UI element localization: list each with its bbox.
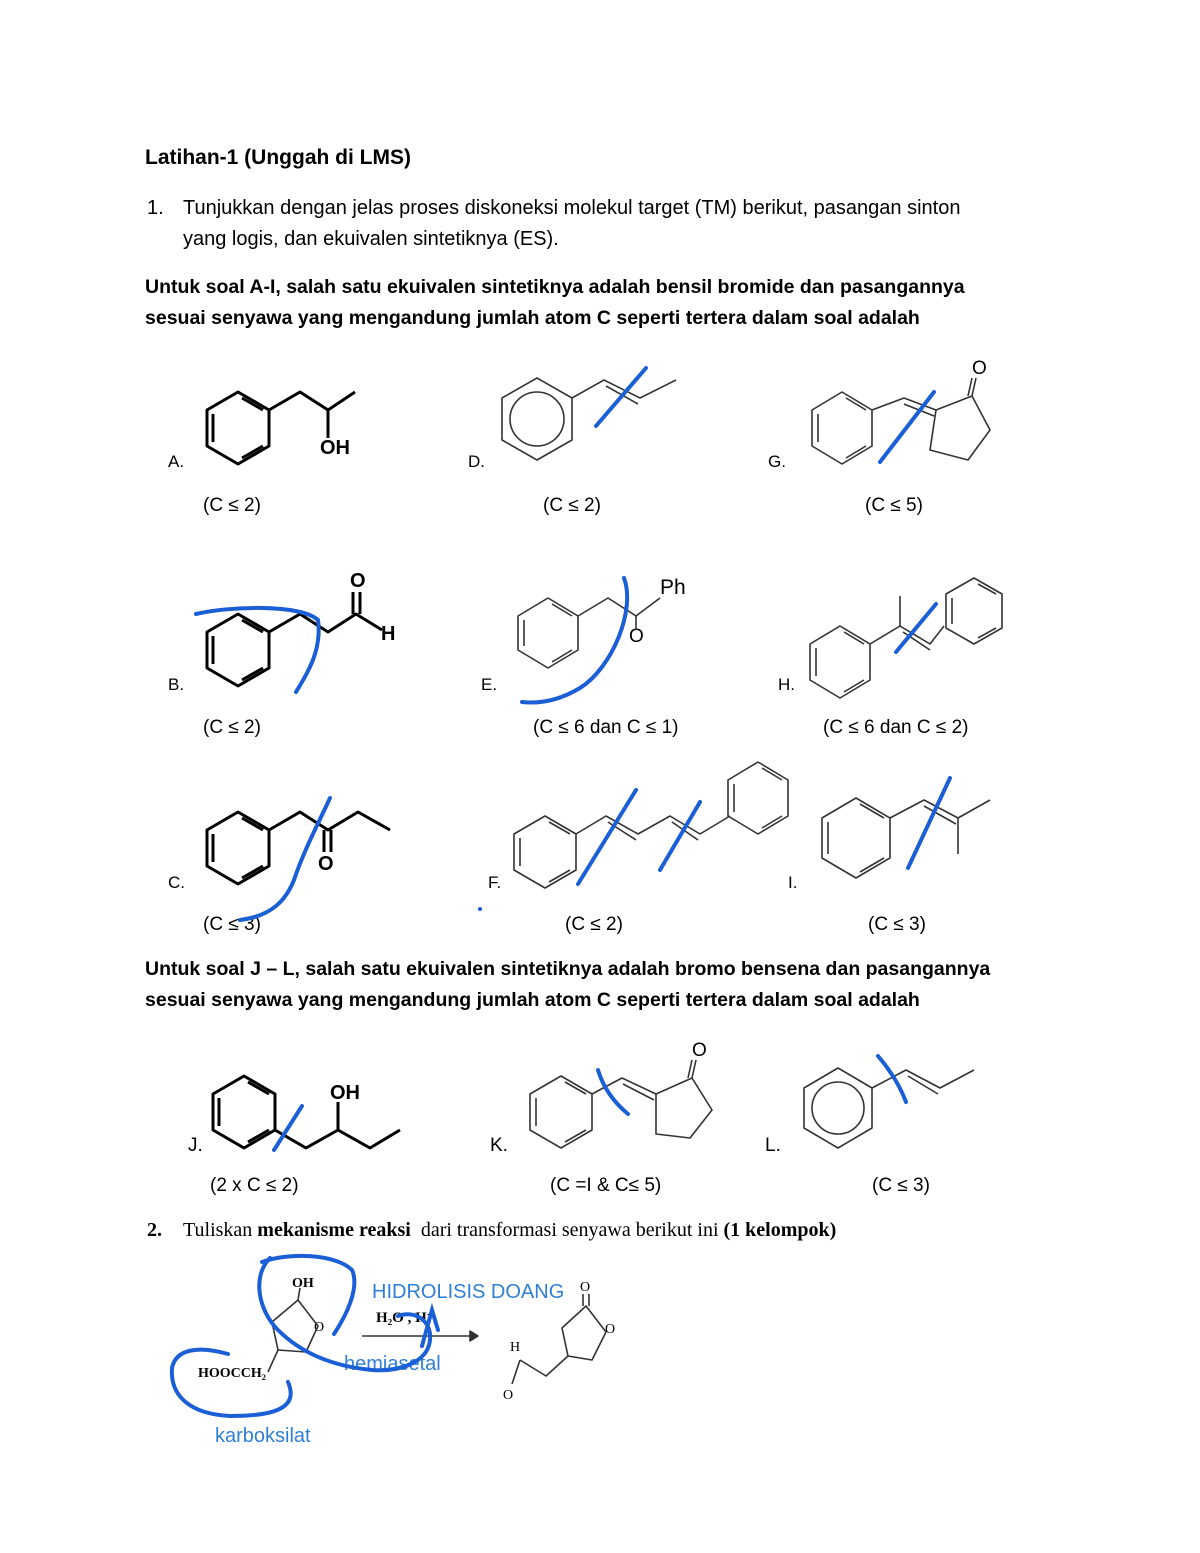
section-jl-line-1: Untuk soal J – L, salah satu ekuivalen sintetiknya adalah bromo bensena dan pasangannya: [145, 958, 991, 980]
product-h: H: [510, 1340, 521, 1355]
item-cond-l: (C ≤ 3): [872, 1175, 930, 1196]
item-label-c: C.: [168, 873, 185, 892]
item-label-g: G.: [768, 452, 786, 471]
product-ring-o: O: [605, 1322, 616, 1337]
atom-c-o: O: [318, 853, 334, 875]
q2-pre: Tuliskan: [183, 1219, 258, 1241]
atom-k-o: O: [692, 1040, 707, 1061]
ink-cut-i: [908, 778, 950, 868]
item-cond-h: (C ≤ 6 dan C ≤ 2): [823, 717, 969, 738]
ink-cut-g: [880, 392, 934, 462]
structure-f: [514, 762, 788, 888]
structure-j: [213, 1076, 400, 1148]
item-label-k: K.: [490, 1135, 508, 1156]
question-1-line-2: yang logis, dan ekuivalen sintetiknya (ES).: [183, 228, 559, 250]
item-cond-i: (C ≤ 3): [868, 914, 926, 935]
atom-a-oh: OH: [320, 437, 350, 459]
product-carbonyl-o: O: [580, 1280, 591, 1295]
ink-annotations: [172, 368, 950, 1416]
item-label-f: F.: [488, 873, 502, 892]
section-jl-line-2: sesuai senyawa yang mengandung jumlah atom C seperti tertera dalam soal adalah: [145, 989, 920, 1011]
ink-cut-k: [598, 1070, 628, 1114]
structure-a: [207, 392, 355, 464]
structure-d: [502, 378, 676, 460]
q2-bold-mechanism: mekanisme reaksi: [257, 1219, 411, 1241]
structure-e: [518, 598, 660, 668]
item-label-h: H.: [778, 675, 795, 694]
item-cond-k: (C =I & C≤ 5): [550, 1175, 662, 1196]
reaction-arrow: [362, 1331, 478, 1341]
page-title: Latihan-1 (Unggah di LMS): [145, 146, 411, 169]
annotation-karboksilat: karboksilat: [215, 1425, 311, 1447]
structure-k: [530, 1060, 712, 1148]
ink-cut-e: [522, 578, 627, 702]
atom-b-o: O: [350, 570, 366, 592]
ink-loop-top: [262, 1256, 354, 1334]
section-ai-line-1: Untuk soal A-I, salah satu ekuivalen sintetiknya adalah bensil bromide dan pasangannya: [145, 276, 965, 298]
question-1-number: 1.: [147, 197, 164, 219]
item-cond-g: (C ≤ 5): [865, 495, 923, 516]
ink-cut-f1: [578, 790, 636, 884]
structure-b: [207, 592, 382, 686]
reactant-ring-o: O: [314, 1320, 325, 1335]
annotation-hemiasetal: hemiasetal: [344, 1353, 441, 1375]
structure-i: [822, 798, 990, 878]
question-1-line-1: Tunjukkan dengan jelas proses diskoneksi molekul target (TM) berikut, pasangan sinton: [183, 197, 961, 219]
annotation-hidrolisis: HIDROLISIS DOANG: [372, 1281, 565, 1303]
atom-j-oh: OH: [330, 1082, 360, 1104]
atom-b-h: H: [381, 623, 396, 645]
structure-g: [812, 378, 990, 464]
item-cond-d: (C ≤ 2): [543, 495, 601, 516]
ink-cut-f2: [660, 802, 700, 870]
atom-g-o: O: [972, 358, 987, 379]
q2-bold-group: (1 kelompok): [723, 1219, 837, 1241]
item-label-b: B.: [168, 675, 185, 694]
product-structure: [512, 1294, 606, 1384]
item-label-j: J.: [188, 1135, 203, 1156]
structure-l: [804, 1068, 974, 1148]
section-ai-line-2: sesuai senyawa yang mengandung jumlah atom C seperti tertera dalam soal adalah: [145, 307, 920, 329]
product-aldehyde-o: O: [503, 1388, 514, 1403]
item-cond-a: (C ≤ 2): [203, 495, 261, 516]
atom-e-o: O: [629, 626, 644, 647]
item-cond-f: (C ≤ 2): [565, 914, 623, 935]
item-label-l: L.: [765, 1135, 781, 1156]
reactant-hoocch2: HOOCCH₂: [198, 1366, 266, 1381]
item-label-e: E.: [481, 675, 498, 694]
ink-cut-c: [240, 798, 330, 920]
item-cond-c: (C ≤ 3): [203, 914, 261, 935]
item-cond-b: (C ≤ 2): [203, 717, 261, 738]
atom-e-ph: Ph: [660, 576, 686, 599]
item-cond-e: (C ≤ 6 dan C ≤ 1): [533, 717, 679, 738]
reactant-oh: OH: [292, 1276, 314, 1291]
item-label-d: D.: [468, 452, 485, 471]
item-label-a: A.: [168, 452, 185, 471]
item-cond-j: (2 x C ≤ 2): [210, 1175, 299, 1196]
reagent-label: H₂O , H⁺: [376, 1310, 435, 1326]
q2-mid: dari transformasi senyawa berikut ini: [410, 1219, 724, 1241]
ink-cut-l: [878, 1056, 906, 1102]
question-2-number: 2.: [147, 1219, 162, 1241]
ink-dot: [478, 907, 482, 911]
item-label-i: I.: [788, 873, 798, 892]
